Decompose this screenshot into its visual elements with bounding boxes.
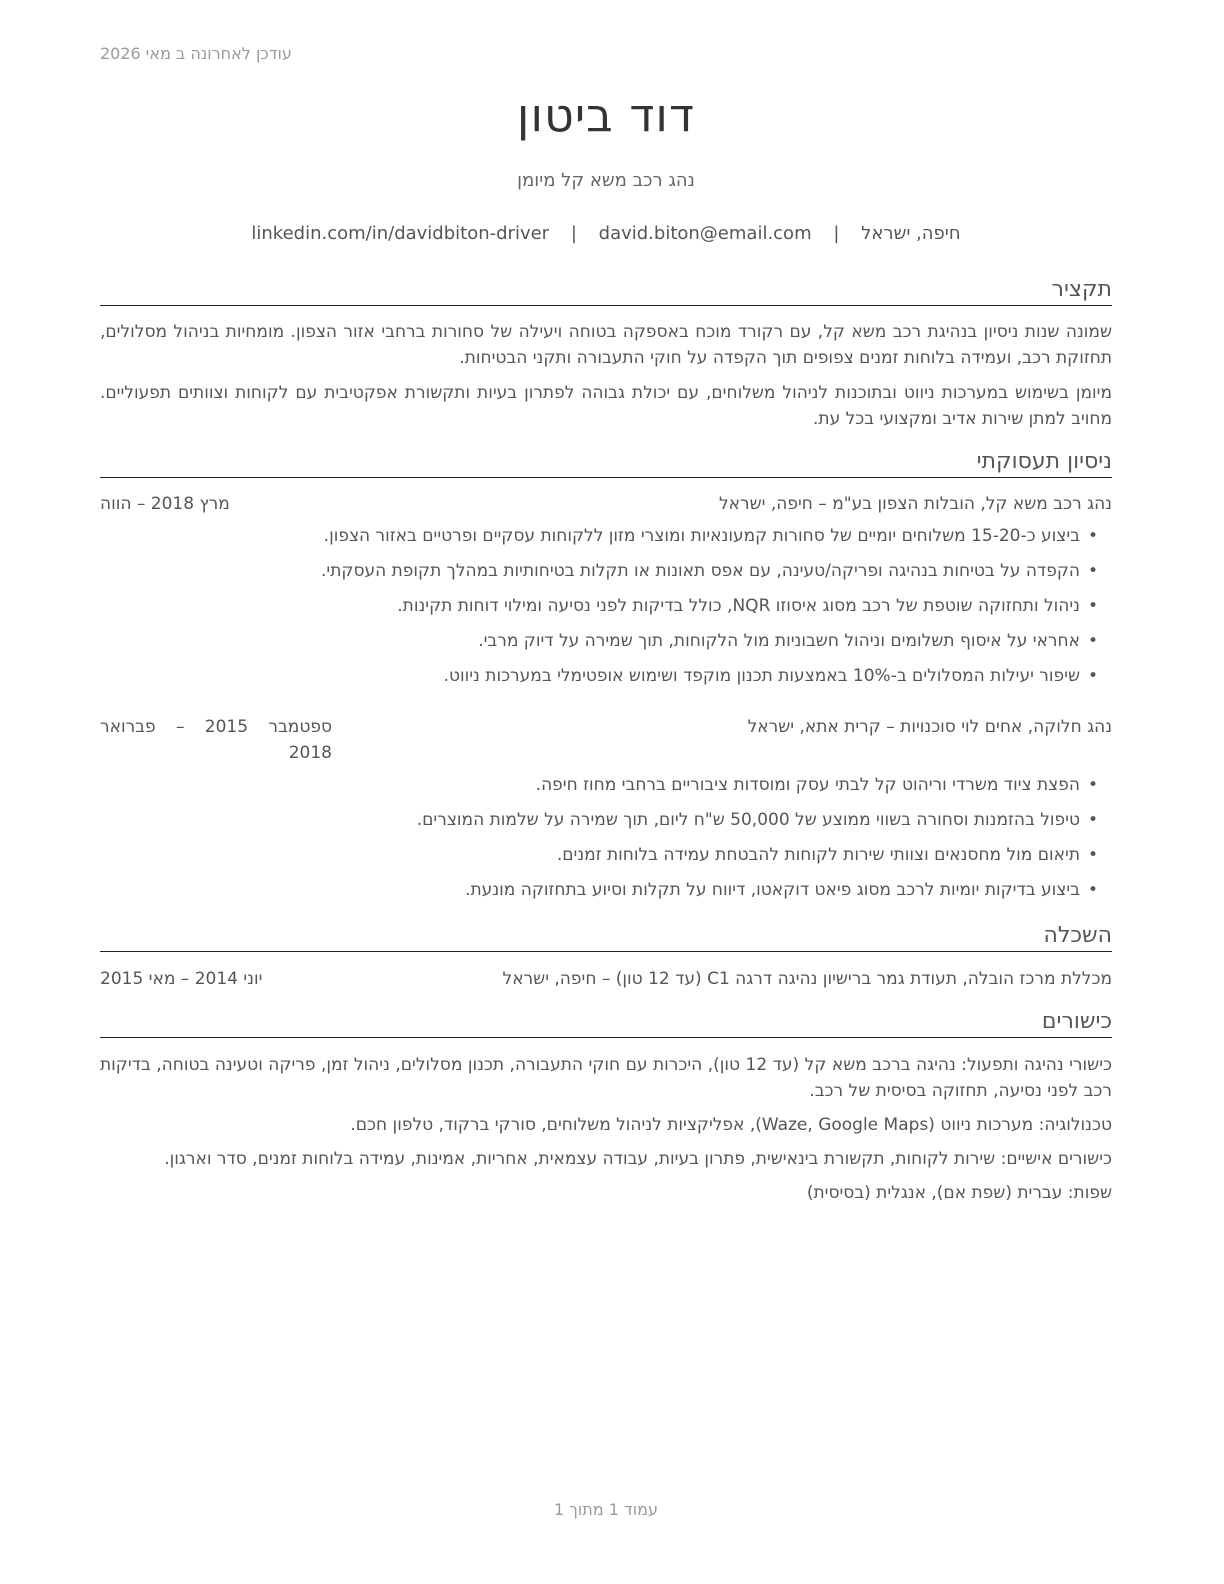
bullet-icon: • bbox=[1087, 810, 1098, 830]
section-heading-education: השכלה bbox=[100, 922, 1112, 952]
contact-linkedin[interactable]: linkedin.com/in/davidbiton-driver bbox=[251, 223, 550, 244]
contact-location: חיפה, ישראל bbox=[861, 223, 961, 244]
list-item: • שיפור יעילות המסלולים ב-10% באמצעות תכנון מוקפד ושימוש אופטימלי במערכות ניווט. bbox=[100, 663, 1100, 698]
summary-paragraph: שמונה שנות ניסיון בנהיגת רכב משא קל, עם רקורד מוכח באספקה בטוחה ויעילה של סחורות ברחבי אזור הצפון. מומחיות בניהול מסלולים, תחזוקת רכב, ועמידה בלוחות זמנים צפופים תוך הקפדה על חוקי התעבורה ותקני הבטיחות. bbox=[100, 322, 1112, 368]
list-item: • ביצוע בדיקות יומיות לרכב מסוג פיאט דוקאטו, דיווח על תקלות וסיוע בתחזוקה מונעת. bbox=[100, 877, 1100, 912]
bullet-icon: • bbox=[1087, 845, 1098, 865]
bullet-icon: • bbox=[1087, 775, 1098, 795]
list-item: • ניהול ותחזוקה שוטפת של רכב מסוג איסוזו NQR, כולל בדיקות לפני נסיעה ומילוי דוחות תקינות. bbox=[100, 593, 1100, 628]
contact-line bbox=[100, 223, 1112, 244]
education-text: מכללת מרכז הובלה, תעודת גמר ברישיון נהיגה דרגה C1 (עד 12 טון) – חיפה, ישראל bbox=[502, 969, 1112, 989]
bullet-icon: • bbox=[1087, 526, 1098, 546]
bullet-icon: • bbox=[1087, 666, 1098, 686]
list-item: • הקפדה על בטיחות בנהיגה ופריקה/טעינה, עם אפס תאונות או תקלות בטיחותיות במהלך תקופת העסקתי. bbox=[100, 558, 1100, 593]
bullet-icon: • bbox=[1087, 631, 1098, 651]
list-item: • תיאום מול מחסנאים וצוותי שירות לקוחות להבטחת עמידה בלוחות זמנים. bbox=[100, 842, 1100, 877]
skill-line: טכנולוגיה: מערכות ניווט (Waze, Google Maps), אפליקציות לניהול משלוחים, סורקי ברקוד, טלפון חכם. bbox=[350, 1115, 1112, 1135]
contact-separator: | bbox=[570, 223, 577, 244]
list-item: • ביצוע כ-15-20 משלוחים יומיים של סחורות קמעונאיות ומוצרי מזון ללקוחות עסקיים ופרטיים באזור הצפון. bbox=[100, 523, 1100, 558]
section-heading-summary: תקציר bbox=[100, 276, 1112, 306]
job-bullets bbox=[100, 772, 1100, 912]
section-heading-skills: כישורים bbox=[100, 1008, 1112, 1038]
last-updated: עודכן לאחרונה ב מאי 2026 bbox=[100, 44, 292, 63]
job-title: נהג חלוקה, אחים לוי סוכנויות – קרית אתא, ישראל bbox=[747, 717, 1112, 737]
job-title: נהג רכב משא קל, הובלות הצפון בע"מ – חיפה, ישראל bbox=[719, 494, 1112, 514]
section-heading-experience: ניסיון תעסוקתי bbox=[100, 448, 1112, 478]
skill-line: כישורים אישיים: שירות לקוחות, תקשורת בינאישית, פתרון בעיות, עבודה עצמאית, אחריות, אמינות, עמידה בלוחות זמנים, סדר וארגון. bbox=[164, 1149, 1112, 1169]
summary-paragraph: מיומן בשימוש במערכות ניווט ובתוכנות לניהול משלוחים, עם יכולת גבוהה לפתרון בעיות ותקשורת אפקטיבית עם לקוחות וצוותים תפעוליים. מחויב למתן שירות אדיב ומקצועי בכל עת. bbox=[100, 383, 1112, 429]
job-bullets bbox=[100, 523, 1100, 698]
list-item: • אחראי על איסוף תשלומים וניהול חשבוניות מול הלקוחות, תוך שמירה על דיוק מרבי. bbox=[100, 628, 1100, 663]
bullet-icon: • bbox=[1087, 880, 1098, 900]
skill-line: שפות: עברית (שפת אם), אנגלית (בסיסית) bbox=[806, 1183, 1112, 1203]
education-dates: יוני 2014 – מאי 2015 bbox=[100, 969, 263, 989]
page-number: עמוד 1 מתוך 1 bbox=[554, 1500, 658, 1519]
job-dates: ספטמבר 2015 – פברואר 2018 bbox=[100, 717, 332, 763]
list-item: • טיפול בהזמנות וסחורה בשווי ממוצע של 50,000 ש"ח ליום, תוך שמירה על שלמות המוצרים. bbox=[100, 807, 1100, 842]
candidate-title: נהג רכב משא קל מיומן bbox=[517, 170, 695, 191]
list-item: • הפצת ציוד משרדי וריהוט קל לבתי עסק ומוסדות ציבוריים ברחבי מחוז חיפה. bbox=[100, 772, 1100, 807]
contact-separator: | bbox=[833, 223, 840, 244]
skill-line: כישורי נהיגה ותפעול: נהיגה ברכב משא קל (עד 12 טון), היכרות עם חוקי התעבורה, תכנון מסלולים, ניהול זמן, פריקה וטעינה בטוחה, בדיקות רכב לפני נסיעה, תחזוקה בסיסית של רכב. bbox=[100, 1055, 1112, 1101]
resume-page bbox=[100, 0, 1112, 1584]
bullet-icon: • bbox=[1087, 561, 1098, 581]
candidate-name: דוד ביטון bbox=[516, 88, 696, 142]
bullet-icon: • bbox=[1087, 596, 1098, 616]
job-dates: מרץ 2018 – הווה bbox=[100, 494, 230, 514]
contact-email[interactable]: david.biton@email.com bbox=[598, 223, 812, 244]
